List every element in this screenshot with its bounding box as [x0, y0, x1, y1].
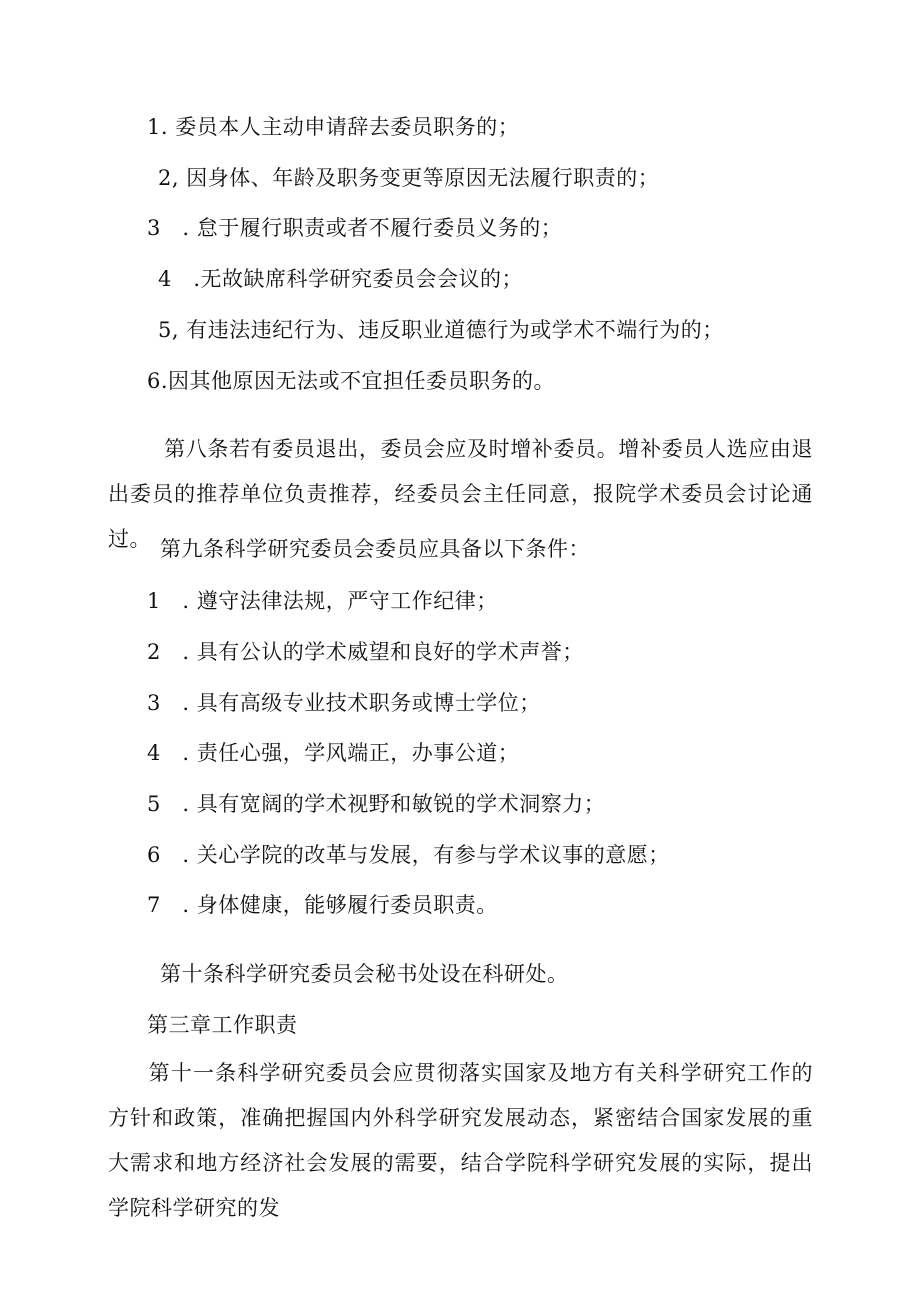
removal-condition-1: 1. 委员本人主动申请辞去委员职务的；	[147, 115, 520, 139]
article-11-paragraph	[108, 1051, 813, 1231]
removal-condition-6: 6.因其他原因无法或不宜担任委员职务的。	[147, 369, 556, 393]
member-condition-6: 6 . 关心学院的改革与发展，有参与学术议事的意愿；	[147, 843, 670, 867]
removal-condition-3: 3 . 怠于履行职责或者不履行委员义务的；	[147, 216, 563, 240]
chapter-3-title: 第三章工作职责	[147, 1013, 298, 1037]
member-condition-7: 7 . 身体健康，能够履行委员职责。	[147, 893, 498, 917]
member-condition-5: 5 . 具有宽阔的学术视野和敏锐的学术洞察力；	[147, 792, 606, 816]
article-9-intro: 第九条科学研究委员会委员应具备以下条件：	[160, 537, 590, 561]
removal-condition-2: 2, 因身体、年龄及职务变更等原因无法履行职责的；	[158, 166, 660, 190]
member-condition-2: 2 . 具有公认的学术威望和良好的学术声誉；	[147, 640, 584, 664]
removal-condition-4: 4 .无故缺席科学研究委员会会议的；	[158, 267, 524, 291]
removal-condition-5: 5, 有违法违纪行为、违反职业道德行为或学术不端行为的；	[158, 318, 724, 342]
article-8-text: 第八条若有委员退出，委员会应及时增补委员。增补委员人选应由退出委员的推荐单位负责推荐，经委员会主任同意，报院学术委员会讨论通过。	[108, 437, 813, 551]
member-condition-3: 3 . 具有高级专业技术职务或博士学位；	[147, 691, 541, 715]
member-condition-1: 1 . 遵守法律法规，严守工作纪律；	[147, 589, 498, 613]
article-11-text: 第十一条科学研究委员会应贯彻落实国家及地方有关科学研究工作的方针和政策，准确把握国内外科学研究发展动态，紧密结合国家发展的重大需求和地方经济社会发展的需要，结合学院科学研究发展的实际，提出学院科学研究的发	[108, 1061, 813, 1220]
member-condition-4: 4 . 责任心强，学风端正，办事公道；	[147, 741, 520, 765]
article-10: 第十条科学研究委员会秘书处设在科研处。	[160, 962, 569, 986]
